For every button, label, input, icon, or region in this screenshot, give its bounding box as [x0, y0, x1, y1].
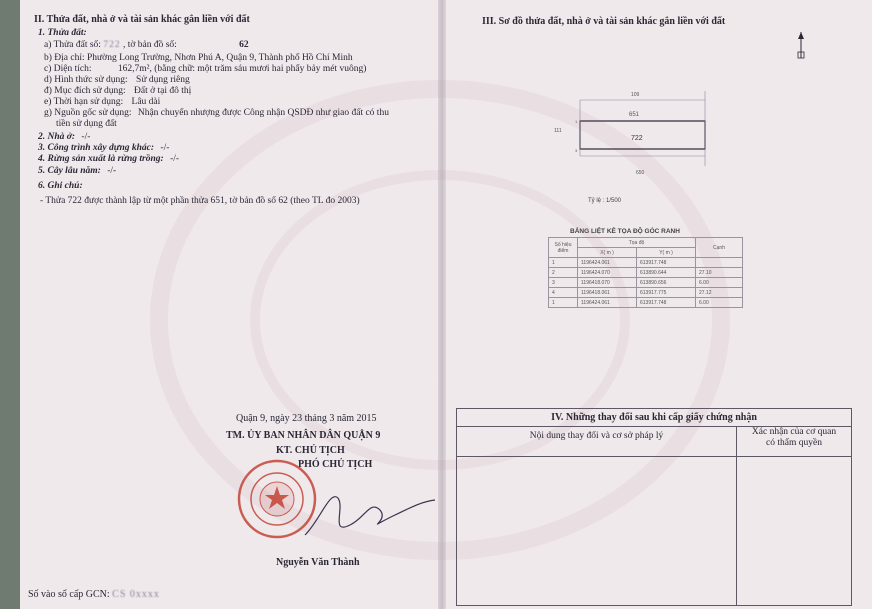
cert-number: Số vào sổ cấp GCN: CS 0xxxx: [28, 589, 160, 600]
th-y: Y( m ): [637, 248, 696, 258]
plot-label-left: 111: [554, 128, 562, 134]
plot-label-722: 722: [631, 135, 643, 142]
col-authority: Xác nhận của cơ quan có thẩm quyền: [737, 427, 851, 457]
area-line: c) Diện tích: 162,7m², (bằng chữ: một trăm sáu mươi hai phẩy bảy mét vuông): [44, 64, 367, 74]
plot-corner-1: 1: [575, 119, 578, 124]
construction-line: 3. Công trình xây dựng khác: -/-: [38, 143, 170, 153]
signature-icon: [300, 480, 440, 550]
signer-name: Nguyễn Văn Thành: [276, 557, 360, 568]
origin-line-2: tiền sử dụng đất: [56, 119, 117, 129]
perennial-line: 5. Cây lâu năm: -/-: [38, 166, 117, 176]
coords-table: [548, 237, 743, 308]
th-x: X( m ): [578, 248, 637, 258]
usage-term-line: e) Thời hạn sử dụng: Lâu dài: [44, 97, 161, 107]
col-change-content: Nội dung thay đổi và cơ sở pháp lý: [457, 427, 737, 457]
table-row: 4 1196418.061 613917.775 27.12: [549, 288, 743, 298]
coords-header-row: [549, 238, 743, 248]
table-row: 1 1196424.061 613917.748: [549, 258, 743, 268]
section-ii-title: II. Thửa đất, nhà ở và tài sản khác gắn liền với đất: [34, 14, 250, 25]
changes-divider: [736, 457, 737, 605]
table-row: 1 1196424.061 613917.748 6.00: [549, 298, 743, 308]
plot-corner-3: 3: [575, 148, 578, 153]
table-row: 2 1196424.070 613890.644 27.10: [549, 268, 743, 278]
usage-purpose-line: đ) Mục đích sử dụng: Đất ở tại đô thị: [44, 86, 192, 96]
north-arrow-icon: [794, 30, 808, 60]
parcel-sketch: [565, 86, 725, 176]
house-line: 2. Nhà ở: -/-: [38, 132, 91, 142]
address-line: b) Địa chỉ: Phường Long Trường, Nhơn Phú A, Quận 9, Thành phố Hồ Chí Minh: [44, 53, 353, 63]
changes-table: [456, 408, 852, 606]
plot-label-651: 651: [629, 112, 640, 118]
changes-title: IV. Những thay đổi sau khi cấp giấy chứng nhận: [457, 409, 851, 427]
coords-table-title: BẢNG LIỆT KÊ TỌA ĐỘ GÓC RANH: [570, 228, 680, 235]
th-coord: Tọa độ: [578, 238, 696, 248]
plot-label-bottom: 650: [636, 170, 645, 176]
th-edge: Cạnh: [696, 238, 743, 258]
plot-scale: Tỷ lệ : 1/500: [588, 198, 622, 204]
origin-line: g) Nguồn gốc sử dụng: Nhận chuyển nhượng được Công nhận QSDĐ như giao đất có thu: [44, 108, 389, 118]
parcel-number-label: a) Thửa đất số: 722 , tờ bản đồ số: 62: [44, 40, 249, 50]
note-header: 6. Ghi chú:: [38, 181, 83, 191]
usage-form-line: d) Hình thức sử dụng: Sử dụng riêng: [44, 75, 190, 85]
issue-date: Quận 9, ngày 23 tháng 3 năm 2015: [236, 413, 377, 424]
th-point: Số hiệu điểm: [549, 238, 578, 258]
issuing-org: TM. ỦY BAN NHÂN DÂN QUẬN 9: [226, 430, 381, 441]
land-header: 1. Thửa đất:: [38, 28, 87, 38]
section-iii-title: III. Sơ đồ thửa đất, nhà ở và tài sản khác gắn liền với đất: [482, 16, 726, 27]
plot-label-top: 109: [631, 92, 640, 98]
forest-line: 4. Rừng sản xuất là rừng trồng: -/-: [38, 154, 180, 164]
table-row: 3 1196418.070 613890.656 6.00: [549, 278, 743, 288]
kt-title: KT. CHỦ TỊCH: [276, 445, 345, 456]
vice-chairman-title: PHÓ CHỦ TỊCH: [298, 459, 373, 470]
note-text: - Thửa 722 được thành lập từ một phần thửa 651, tờ bản đồ số 62 (theo TL đo 2003): [40, 196, 360, 206]
